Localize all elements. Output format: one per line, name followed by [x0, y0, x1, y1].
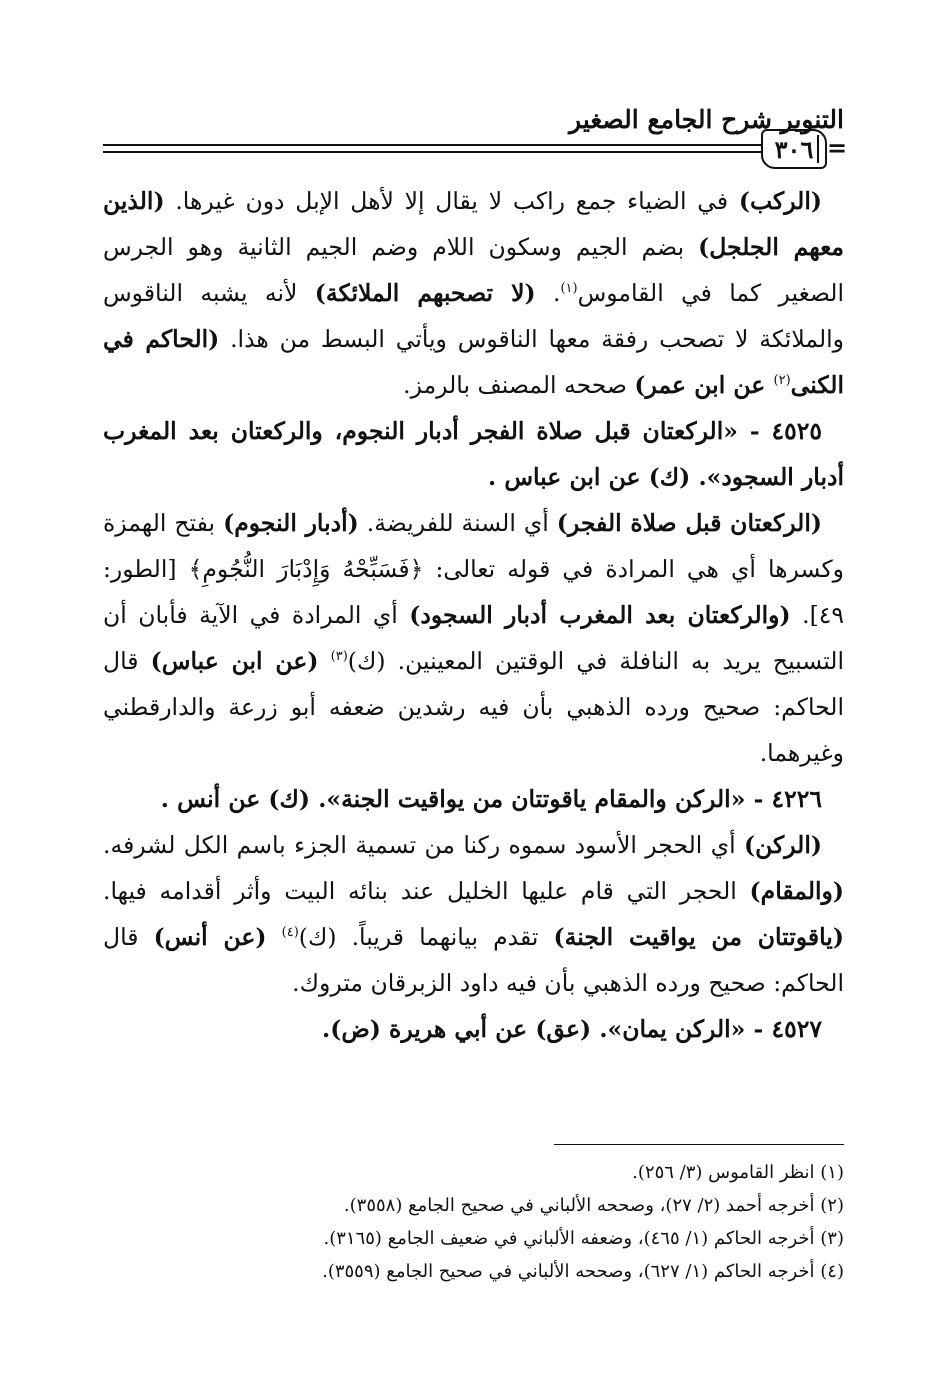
paragraph [103, 178, 844, 408]
text-run: أي السنة للفريضة. [358, 509, 557, 537]
bold-run: ٤٥٢٧ - «الركن يمان». (عق) عن أبي هريرة (ض). [322, 1015, 822, 1043]
footnotes [103, 1156, 844, 1288]
bold-run: (عن أنس) [153, 923, 267, 951]
text-run: تقدم بيانهما قريباً. (ك) [298, 923, 554, 951]
bold-run: (الركب) [738, 187, 822, 215]
paragraph [103, 822, 844, 1006]
footnote: (٤) أخرجه الحاكم (١/ ٦٢٧)، وصححه الألباني في صحيح الجامع (٣٥٥٩). [322, 1261, 844, 1282]
text-run [318, 647, 330, 675]
bold-run: (الركعتان قبل صلاة الفجر) [556, 509, 822, 537]
bold-run: (والمقام) [749, 877, 844, 905]
running-title: التنوير شرح الجامع الصغير [569, 105, 844, 134]
bold-run: (أدبار النجوم) [223, 509, 359, 537]
paragraph [103, 776, 844, 822]
footnote-marker: (٤) [281, 925, 299, 941]
footnote: (٣) أخرجه الحاكم (١/ ٤٦٥)، وضعفه الألباني في ضعيف الجامع (٣١٦٥). [323, 1228, 844, 1249]
footnote: (٢) أخرجه أحمد (٢/ ٢٧)، وصححه الألباني في صحيح الجامع (٣٥٥٨). [343, 1195, 844, 1216]
text-run: بفتح الهمزة وكسرها أي هي المرادة في قوله تعالى: ﴿فَسَبِّحْهُ وَإِدْبَارَ النُّجُومِ﴾ [الطور: ٤٩]. [103, 509, 844, 629]
text-run: في الضياء جمع راكب لا يقال إلا لأهل الإبل دون غيرها. [164, 187, 739, 215]
text-run: قال الحاكم: صحيح ورده الذهبي بأن فيه رشدين ضعفه أبو زرعة والدارقطني وغيرهما. [103, 647, 844, 767]
bold-run: (الركن) [744, 831, 822, 859]
text-run: أي المرادة في الآية فأبان أن التسبيح يريد به النافلة في الوقتين المعينين. (ك) [103, 601, 844, 675]
header-dash: = [827, 133, 848, 162]
bold-run: (والركعتان بعد المغرب أدبار السجود) [409, 601, 791, 629]
bold-run: عن ابن عمر) [634, 371, 774, 399]
body-text [103, 178, 844, 1052]
bold-run: (الحاكم في الكنى [103, 325, 844, 399]
text-run: قال الحاكم: صحيح ورده الذهبي بأن فيه داود الزبرقان متروك. [103, 923, 844, 997]
paragraph [103, 500, 844, 776]
header-rule-bottom [103, 151, 761, 153]
footnote-marker: (٣) [330, 649, 348, 665]
text-run: صححه المصنف بالرمز. [403, 371, 635, 399]
text-run [267, 923, 282, 951]
bold-run: (لا تصحبهم الملائكة) [314, 279, 536, 307]
footnote-marker: (١) [560, 281, 578, 297]
footnote-separator [554, 1144, 844, 1145]
page-number-text: ٣٠٦ [774, 134, 814, 164]
footnote: (١) انظر القاموس (٣/ ٢٥٦). [632, 1162, 844, 1183]
bold-run: (الذين معهم الجلجل) [103, 187, 844, 261]
bold-run: (ياقوتتان من يواقيت الجنة) [553, 923, 844, 951]
page-number [761, 129, 827, 169]
bold-run: ٤٢٢٦ - «الركن والمقام ياقوتتان من يواقيت الجنة». (ك) عن أنس . [160, 785, 822, 813]
paragraph [103, 408, 844, 500]
bold-run: ٤٥٢٥ - «الركعتان قبل صلاة الفجر أدبار النجوم، والركعتان بعد المغرب أدبار السجود». (ك) عن ابن عباس . [103, 417, 844, 491]
text-run: الحجر التي قام عليها الخليل عند بنائه البيت وأثر أقدامه فيها. [103, 877, 750, 905]
text-run: لأنه يشبه الناقوس والملائكة لا تصحب رفقة معها الناقوس ويأتي البسط من هذا. [103, 279, 844, 353]
paragraph [103, 1006, 844, 1052]
header-rule-top [103, 144, 761, 146]
text-run: أي الحجر الأسود سموه ركنا من تسمية الجزء باسم الكل لشرفه. [103, 831, 745, 859]
text-run: . [535, 279, 561, 307]
footnote-marker: (٢) [773, 373, 791, 389]
text-run: بضم الجيم وسكون اللام وضم الجيم الثانية وهو الجرس الصغير كما في القاموس [103, 233, 844, 307]
bold-run: (عن ابن عباس) [150, 647, 319, 675]
